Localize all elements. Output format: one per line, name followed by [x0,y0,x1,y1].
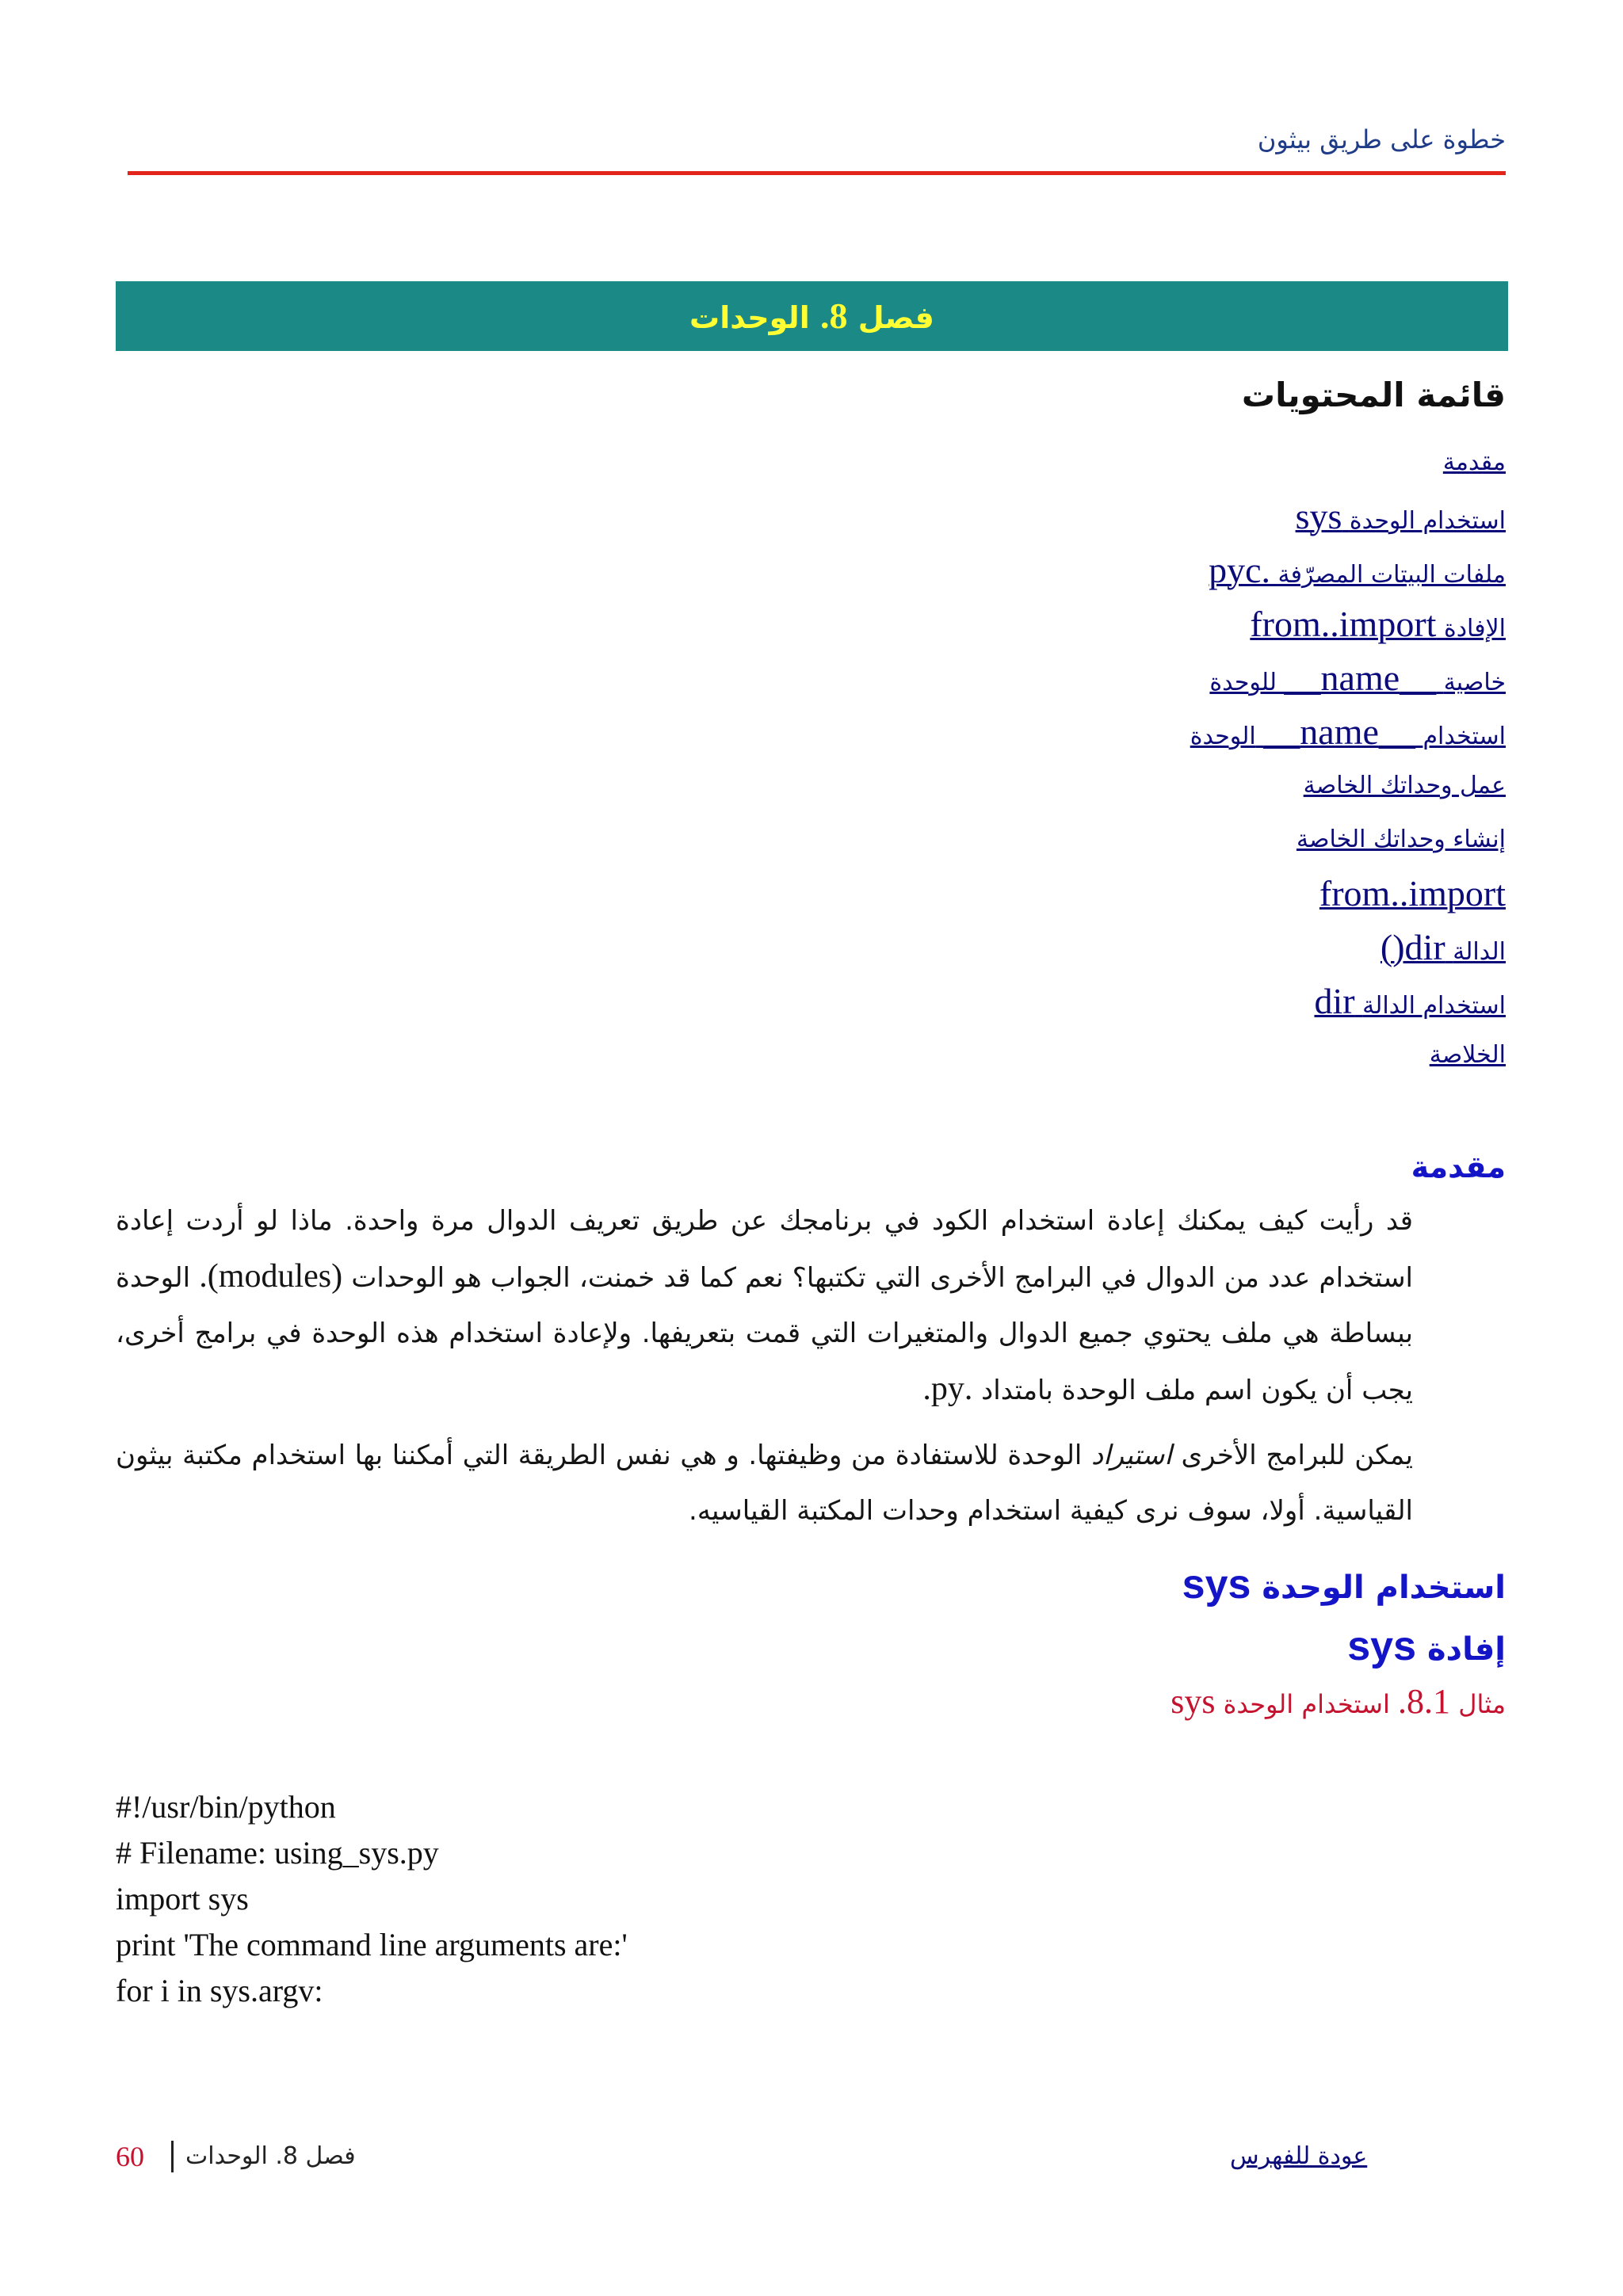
toc-row [792,597,1506,651]
latin-term: (modules). [199,1258,343,1295]
subsection-heading-import-sys [116,1619,1506,1674]
latin-term: 8. [819,296,848,336]
arabic-text: استيراد [1091,1440,1172,1471]
toc-link[interactable] [1250,604,1506,644]
header-rule [128,171,1506,175]
arabic-text: قد رأيت كيف يمكنك إعادة استخدام الكود في برنامجك عن طريق تعريف الدوال مرة واحدة. ماذا لو أردت إعادة استخدام عدد من الدوال في البرامج الأخرى التي تكتبها؟ نعم كما قد خمنت، الجواب هو الوحدات [116,1205,1414,1294]
toc-list [792,436,1506,1082]
arabic-text: استخدام الوحدة [1349,507,1506,535]
chapter-title [689,281,934,353]
toc-link[interactable] [1209,550,1506,590]
toc-row [792,1028,1506,1082]
arabic-text: الوحدة للاستفادة من وظيفتها. و هي نفس الطريقة التي أمكننا بها استخدام مكتبة بيثون القياسية. أولا، سوف نرى كيفية استخدام وحدات المكتبة القياسيه. [116,1440,1413,1527]
arabic-text: الإفادة [1443,615,1506,643]
running-header-title: خطوة على طريق بيثون [1257,124,1506,154]
arabic-text: استخدام [1423,723,1506,750]
arabic-text: الوحدة ببساطة هي ملف يحتوي جميع الدوال والمتغيرات التي قمت بتعريفها. ولإعادة استخدام هذه الوحدة في برامج أخرى، يجب أن يكون اسم ملف الوحدة بامتداد [116,1262,1413,1406]
toc-link[interactable] [1430,1041,1506,1069]
toc-link[interactable] [1190,711,1506,752]
example-caption [116,1678,1506,1726]
toc-row [792,651,1506,705]
toc-row [792,813,1506,867]
toc-row [792,705,1506,759]
section-heading-intro: مقدمة [1411,1150,1506,1184]
arabic-text: للوحدة [1209,669,1277,696]
toc-link[interactable] [1443,448,1506,476]
latin-term: dir [1314,981,1355,1021]
code-line: import sys [116,1881,249,1917]
arabic-text: فصل [857,300,934,335]
code-line: #!/usr/bin/python [116,1789,336,1825]
arabic-text: مقدمة [1442,448,1506,476]
latin-term: sys [1182,1562,1251,1608]
latin-term: __name__ [1284,658,1437,698]
latin-term: sys [1170,1682,1216,1721]
latin-term: .pyc [1209,550,1270,590]
arabic-text: الخلاصة [1429,1041,1506,1069]
arabic-text: استخدام الوحدة [1262,1569,1506,1606]
arabic-text: يمكن للبرامج الأخرى [1181,1440,1414,1471]
footer-chapter-label: فصل 8. الوحدات [185,2142,356,2170]
toc-row [792,921,1506,974]
latin-term: .py. [922,1371,973,1407]
arabic-text: الدالة [1453,938,1506,966]
latin-term: from..import [1319,873,1506,913]
page-number: 60 [116,2141,144,2172]
code-block [116,1784,1506,2014]
intro-paragraph-2 [116,1428,1413,1539]
toc-row [792,867,1506,921]
latin-term: 8.1. [1398,1682,1451,1721]
arabic-text: خاصية [1443,669,1506,696]
arabic-text: مثال [1458,1689,1506,1719]
back-to-index-link[interactable]: عودة للفهرس [1230,2142,1368,2170]
code-line: for i in sys.argv: [116,1973,323,2008]
code-line: print 'The command line arguments are:' [116,1927,628,1962]
section-heading-using-sys [116,1557,1506,1612]
toc-row [792,974,1506,1028]
arabic-text: الوحدات [689,300,810,335]
arabic-text: إنشاء وحداتك الخاصة [1296,826,1506,853]
main-content [116,1143,1506,2014]
toc-title: قائمة المحتويات [1241,376,1506,414]
arabic-text: استخدام الدالة [1362,992,1506,1020]
arabic-text: عمل وحداتك الخاصة [1303,772,1506,799]
intro-paragraph-1 [116,1193,1413,1418]
toc-link[interactable] [1296,826,1506,853]
toc-row [792,436,1506,490]
latin-term: sys [1347,1623,1416,1669]
arabic-text: الوحدة [1190,723,1256,750]
arabic-text: إفادة [1426,1631,1506,1668]
arabic-text: استخدام الوحدة [1223,1689,1390,1719]
toc-link[interactable] [1209,658,1506,698]
toc-row [792,490,1506,543]
toc-link[interactable] [1295,496,1506,536]
toc-link[interactable] [1319,873,1506,913]
toc-row [792,543,1506,597]
toc-link[interactable] [1314,981,1506,1021]
toc-link[interactable] [1304,772,1506,799]
arabic-text: ملفات البيتات المصرّفة [1277,561,1506,589]
latin-term: from..import [1250,604,1437,644]
toc-link[interactable] [1380,927,1506,967]
latin-term: sys [1295,496,1342,536]
code-line: # Filename: using_sys.py [116,1835,439,1871]
chapter-bar [116,281,1508,351]
latin-term: dir() [1380,927,1445,967]
latin-term: __name__ [1263,711,1415,752]
footer-separator [171,2141,174,2172]
toc-row [792,759,1506,813]
